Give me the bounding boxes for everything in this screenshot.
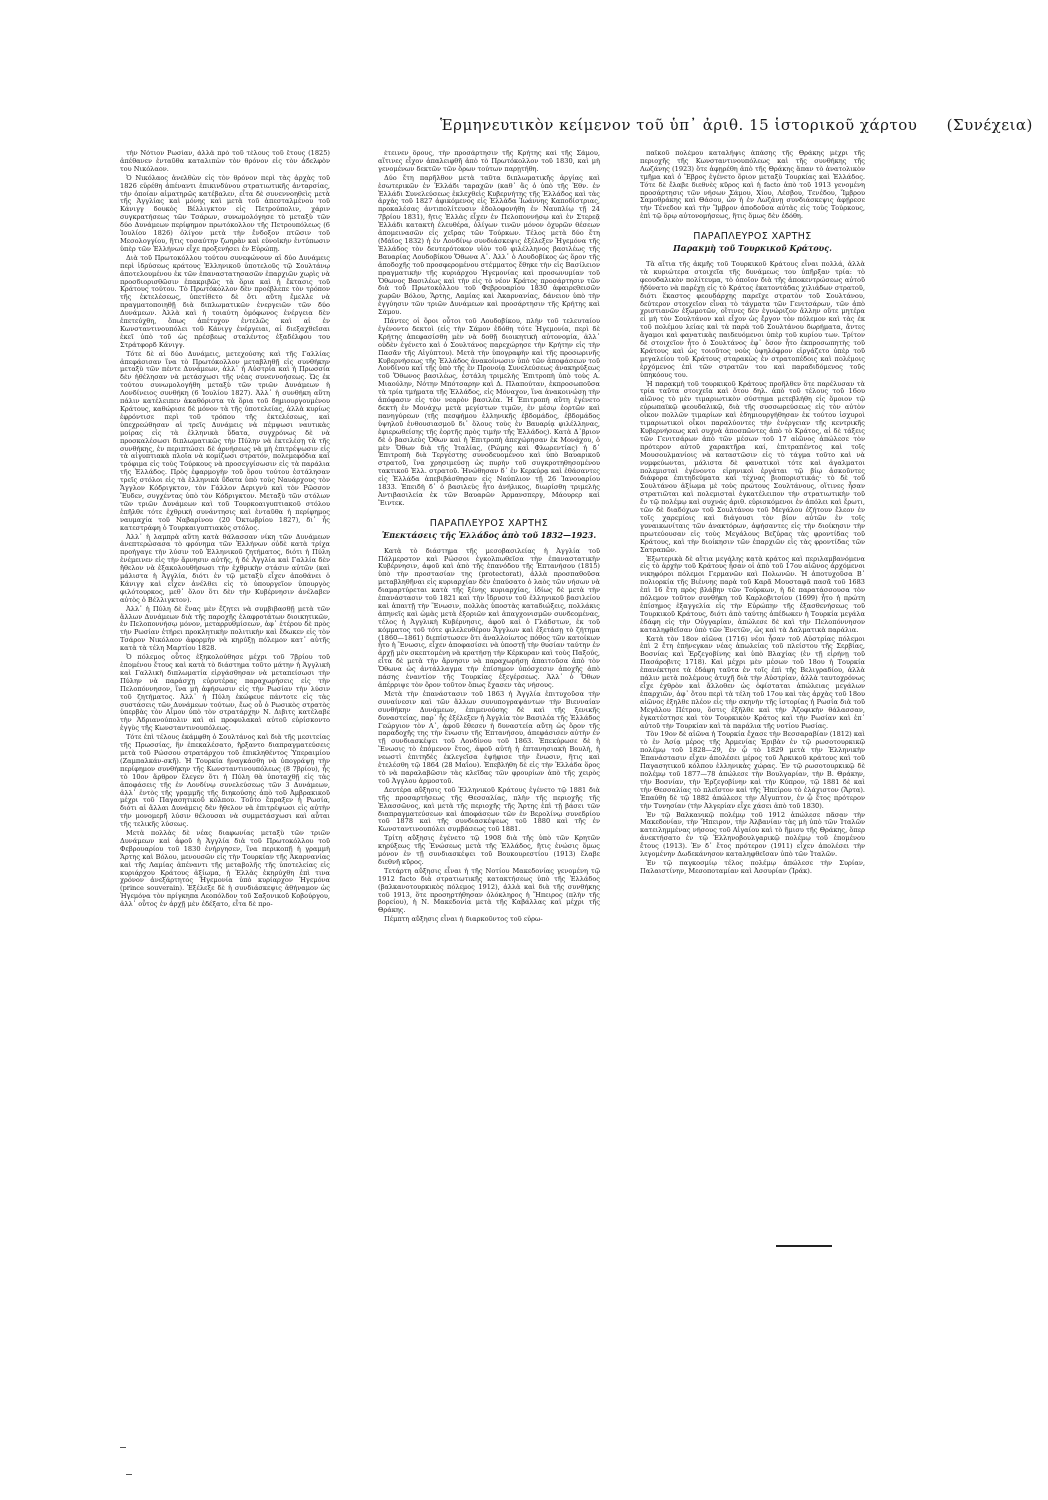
paragraph: Πάντες οἱ ὅροι οὗτοι τοῦ Λουδοβίκου, πλὴν τοῦ τελευταίου ἐγένοντο δεκτοὶ (εἰς τὴν Σάμον ἐδόθη τότε Ἡγεμονία, περὶ δὲ Κρήτης ἀπεφασίσθη μὲν νὰ δοθῇ διοικητικὴ αὐτονομία, ἀλλ᾽ οὐδὲν ἐγένετο καὶ ὁ Σουλτάνος παρεχώρησε τὴν Κρήτην εἰς τὴν Πασᾶν τῆς Αἰγύπτου). Μετὰ τὴν ὑπογραφὴν καὶ τῆς προσωρινῆς Κυβερνήσεως τῆς Ἑλλάδος ἀνακοίνωσιν ὑπὸ τῶν ἀποφάσεων τοῦ Λονδίνου καὶ τῆς ὑπὸ τῆς ἐν Προνοίᾳ Συνελεύσεως ἀνακηρύξεως τοῦ Ὄθωνος βασιλέως, ἐστάλη τριμελὴς Ἐπιτροπὴ ὑπὸ τοὺς Α. Μιαούλην, Νότην Μπότσαρην καὶ Δ. Πλαπούταν, ἐκπροσωποῦσα τὰ τρία τμήματα τῆς Ἑλλάδος, εἰς Μόναχον, ἵνα ἀνακοινώσῃ τὴν ἀπόφασιν εἰς τὸν νεαρὸν βασιλέα. Ἡ Ἐπιτροπὴ αὕτη ἐγένετο δεκτὴ ἐν Μονάχῳ μετὰ μεγίστων τιμῶν, ἐν μέσῳ ἑορτῶν καὶ πανηγύρεων (τῆς πεσφήμου ἑλληνικῆς ἑβδομάδος, ἑβδομάδος ὑψηλοῦ ἐνθουσιασμοῦ δι᾽ ὅλους τοὺς ἐν Βαυαρίᾳ φιλέλληνας, ἐφιερωθείσης τῆς ἑορτῆς πρὸς τιμὴν τῆς Ἑλλάδος). Κατὰ Δ᾽βριον δὲ ὁ βασιλεὺς Ὄθων καὶ ἡ Ἐπιτροπὴ ἀπεχώρησαν ἐκ Μονάχου, ὁ μὲν Ὄθων διὰ τῆς Ἰταλίας, (Ρώμης καὶ Φλωρεντίας) ἡ δ᾽ Ἐπιτροπὴ διὰ Τεργέστης συνοδευομένου καὶ ὑπὸ Βαυαρικοῦ στρατοῦ, ἵνα χρησιμεύσῃ ὡς πυρὴν τοῦ συγκροτηθησομένου τακτικοῦ Ἑλλ. στρατοῦ. Ἡνώθησαν δ᾽ ἐν Κερκύρᾳ καὶ ἐθάσαντες εἰς Ἑλλάδα ἀπεβιβάσθησαν εἰς Ναύπλιον τῇ 26 Ἰανουαρίου 1833. Ἐπειδὴ δ᾽ ὁ βασιλεὺς ἦτο ἀνήλικος, διωρίσθη τριμελὴς Ἀντιβασιλεία ἐκ τῶν Βαυαρῶν Ἀρμανσπεργ, Μάουρερ καὶ Ἔιντεκ. (378, 317, 600, 507)
paragraph: Ὁ πόλεμος οὗτος ἐξηκολούθησε μέχρι τοῦ 7βρίου τοῦ ἐπομένου ἔτους καὶ κατὰ τὸ διάστημα τοῦτο μάτην ἡ Ἀγγλικὴ καὶ Γαλλικὴ διπλωματία εἰργάσθησαν νὰ μεταπείσωσι τὴν Πύλην νὰ παράσχῃ εὐρυτέρας παραχωρήσεις εἰς τὴν Πελοπόννησον, ἵνα μὴ ἀφήσωσιν εἰς τὴν Ρωσίαν τὴν λύσιν τοῦ ζητήματος. Ἀλλ᾽ ἡ Πύλη ἐκώφευε πάντοτε εἰς τὰς συστάσεις τῶν Δυνάμεων τούτων, ἕως οὗ ὁ Ρωσικὸς στρατὸς ὑπερβὰς τὸν Αἶμον ὑπὸ τὸν στρατάρχην Ν. Διβιτς κατέλαβε τὴν Ἀδριανούπολιν καὶ αἱ προφυλακαὶ αὐτοῦ εὑρίσκοντο ἐγγὺς τῆς Κωνσταντινουπόλεως. (120, 653, 330, 733)
text-column-middle (378, 150, 600, 1280)
paragraph: παϊκοῦ πολέμου καταλήψις ἁπάσης τῆς Θράκης μέχρι τῆς περιοχῆς τῆς Κωνσταντινουπόλεως καὶ τῆς συνθήκης τῆς Λωζάνης (1923) ὅτε ἀφῃρέθη ἀπὸ τῆς Θράκης ἅπαν τὸ ἀνατολικὸν τμῆμα καὶ ὁ Ἕβρος ἐγένετο ὅριον μεταξὺ Τουρκίας καὶ Ἑλλάδος. Τότε δὲ ἔλαβε διεθνὲς κῦρος καὶ ἡ facto ἀπὸ τοῦ 1913 γενομένη προσάρτησις τῶν νήσων Σάμου, Χίου, Λέσβου, Τενέδου, Ἴμβρου Σαμοθράκης καὶ Θάσου, ὧν ἡ ἐν Λωζάνῃ συνδιάσκεψις ἀφῄρεσε τὴν Τένεδον καὶ τὴν Ἴμβρον ἀποδοῦσα αὐτὰς εἰς τοὺς Τούρκους, ἐπὶ τῷ ὅρῳ αὐτονομήσεως, ἥτις ὅμως δὲν ἐδόθη. (640, 150, 865, 221)
paragraph: έτεινεν ὅρους, τὴν προσάρτησιν τῆς Κρήτης καὶ τῆς Σάμου, αἵτινες εἶχον ἀπαλειφθῆ ἀπὸ τὸ Πρωτόκολλον τοῦ 1830, καὶ μὴ γενομένων δεκτῶν τῶν ὅρων τούτων παρῃτήθη. (378, 150, 600, 173)
paragraph: Μετὰ τὴν ἐπανάστασιν τοῦ 1863 ἡ Ἀγγλία ἐπιτυχοῦσα τὴν συναίνεσιν καὶ τῶν ἄλλων συνυπογραψάντων τὴν Βιενναίαν συνθήκην Δυνάμεων, ἐπιμενούσης δὲ καὶ τῆς ξενικῆς δυναστείας, παρ᾽ ἧς ἐξέλεξεν ἡ Ἀγγλία τὸν Βασιλέα τῆς Ἑλλάδος Γεώργιον τὸν Α᾽, ἀφοῦ ἔθεσεν ἡ δυναστεία αὕτη ὡς ὅρον τῆς παραδοχῆς της τὴν ἕνωσιν τῆς Ἑπτανήσου, ἀπεφάσισεν αὐτὴν ἐν τῇ συνδιασκέψει τοῦ Λονδίνου τοῦ 1863. Ἐπεκύρωσε δὲ ἡ Ἕνωσις τὸ ἑπόμενον ἔτος, ἀφοῦ αὐτὴ ἡ ἑπτανησιακὴ Βουλὴ, ἡ νεωστὶ ἐπιτηδὲς ἐκλεγεῖσα ἐψήφισε τὴν ἕνωσιν, ἥτις καὶ ἐτελέσθη τῷ 1864 (28 Μαΐου). Ἐπεβλήθη δὲ εἰς τὴν Ἑλλάδα ὅρος τὸ νὰ παραλαβῶσιν τὰς κλεῖδας τῶν φρουρίων ἀπὸ τῆς χειρὸς τοῦ Ἀγγλου ἁρμοστοῦ. (378, 689, 600, 785)
paragraph: Ἐν τῷ Βαλκανικῷ πολέμῳ τοῦ 1912 ἀπώλεσε πᾶσαν τὴν Μακεδονίαν, τὴν Ἤπειρον, τὴν Ἀλβανίαν τὰς μὴ ὑπὸ τῶν Ἰταλῶν κατειλημμένας νήσους τοῦ Αἰγαίου καὶ τὸ ἥμισυ τῆς Θράκης, ὅπερ ἀνεκτήσατο ἐν τῷ Ἑλληνοβουλγαρικῷ πολέμῳ τοῦ ἑπομένου ἔτους (1913). Ἐν δ᾽ ἔτος πρότερον (1911) εἶχεν ἀπολέσει τὴν λεγομένην Δωδεκάνησον καταληφθεῖσαν ὑπὸ τῶν Ἰταλῶν. (640, 810, 865, 859)
page-title: Ἑρμηνευτικὸν κείμενον τοῦ ὑπ᾽ ἀριθ. 15 ἱστορικοῦ χάρτου (440, 116, 918, 134)
page-header (440, 116, 1033, 134)
paragraph: Διὰ τοῦ Πρωτοκόλλου τούτου συνεφώνουν αἱ δύο Δυνάμεις περὶ ἱδρύσεως κράτους Ἑλληνικοῦ ὑποτελοῦς τῷ Σουλτάνῳ ἀποτελουμένου ἐκ τῶν ἐπαναστατησασῶν ἐπαρχιῶν χωρὶς νὰ προσδιορισθῶσιν ἐπακριβῶς τὰ ὅρια καὶ ἡ ἔκτασις τοῦ Κράτους τούτου. Τὸ Πρωτόκολλον δὲν προέβλεπε τὸν τρόπον τῆς ἐκτελέσεως, ὑπετίθετο δὲ ὅτι αὕτη ἔμελλε νὰ πραγματοποιηθῇ διὰ διπλωματικῶν ἐνεργειῶν τῶν δύο Δυνάμεων. Ἀλλὰ καὶ ἡ τοιαύτη ὁμόφωνος ἐνέργεια δὲν ἐπετεύχθη, ὅπως ἀπέτυχον ἐντελῶς καὶ αἱ ἐν Κωνσταντινουπόλει τοῦ Κάνιγγ ἐνέργειαι, αἱ διεξαχθεῖσαι ἐκεῖ ὑπὸ τοῦ ὡς πρέσβεως σταλέντος ἐξαδέλφου του Στράτφορδ Κάνιγγ. (120, 253, 330, 349)
paragraph: Ὁ Νικόλαος ἀνελθὼν εἰς τὸν θρόνον περὶ τὰς ἀρχὰς τοῦ 1826 εὑρέθη ἀπέναντι ἐπικινδύνου στρατιωτικῆς ἀνταρσίας, τὴν ὁποίαν αἱματηρῶς κατέβαλεν, εἶτα δὲ συνεννοηθεὶς μετὰ τῆς Ἀγγλίας καὶ μόνης καὶ μετὰ τοῦ ἀπεσταλμένου τοῦ Κάνιγγ δουκὸς Βέλλιγκτον εἰς Πετρούπολιν, χάριν συγκρατήσεως τῶν Τσάρων, συνωμολόγησε τὸ μεταξὺ τῶν δύο Δυνάμεων περίφημον πρωτόκολλον τῆς Πετρουπόλεως (6 Ἰουλίου 1826) ὀλίγον μετὰ τὴν ἔνδοξον πτῶσιν τοῦ Μεσολογγίου, ἥτις τοσαύτην ζωηρὰν καὶ εὐνοϊκὴν ἐντύπωσιν ὑπὲρ τῶν Ἑλλήνων εἶχε προξενήσει ἐν Εὐρώπῃ. (120, 173, 330, 253)
paragraph: Ἀλλ᾽ ἡ Πύλη δὲ ἕνας μὲν ἔζητει νὰ συμβιβασθῇ μετὰ τῶν ἄλλων Δυνάμεων διὰ τῆς παροχῆς ἐλαφροτάτων διοικητικῶν, ἐν Πελοποννήσῳ μόνον, μεταρρυθμίσεων, ἀφ᾽ ἑτέρου δὲ πρὸς τὴν Ρωσίαν ἐτήρει προκλητικὴν πολιτικὴν καὶ ἔδωκεν εἰς τὸν Τσάρον Νικόλαον ἀφορμὴν νὰ κηρύξῃ πόλεμον κατ᾽ αὐτῆς κατὰ τὰ τέλη Μαρτίου 1828. (120, 604, 330, 653)
paragraph: Ἡ παρακμὴ τοῦ τουρκικοῦ Κράτους προῆλθεν ὅτε παρέλυσαν τὰ τρία ταῦτα στοιχεῖα καὶ ὅτου δηλ. ἀπὸ τοῦ τέλους τοῦ 16ου αἰῶνος τὸ μὲν τιμαριωτικὸν σύστημα μετεβλήθη εἰς ὅμοιον τῷ εὐρωπαϊκῷ φεουδαλικῷ, διὰ τῆς συσσωρεύσεως εἰς τὸν αὐτὸν οἶκον πολλῶν τιμαρίων καὶ ἐδημιουργήθησαν ἐκ τούτου ἰσχυροὶ τιμαριωτικοὶ οἶκοι παραλύοντες τὴν ἐνέργειαν τῆς κεντρικῆς Κυβερνήσεως καὶ συχνὰ ἀποσπῶντες ἀπὸ τὸ Κράτος, αἱ δὲ τάξεις τῶν Γενιτσάρων ἀπὸ τῶν μέσων τοῦ 17 αἰῶνος ἀπώλεσε τὸν πρότερον αὐτοῦ χαρακτῆρα καί, ἐπιτραπέντος καὶ τοῖς Μουσουλμανίοις νὰ καταστῶσιν εἰς τὸ τάγμα τοῦτο καὶ νὰ νυμφεύωνται, μάλιστα δὲ φανατικοὶ τότε καὶ ἀγαλματοι πολεμισταὶ ἐγένοντο εἰρηνικοὶ ἐργάται τῷ βίῳ ἀσκοῦντες διάφορα ἐπιτηδεύματα καὶ τέχνας βιοποριστικάς· τὸ δὲ τοῦ Σουλτάνου ἀξίωμα μὲ τοὺς πρώτους Σουλτάνους, οἵτινες ἦσαν στρατιῶται καὶ πολεμισταὶ ἐγκατέλειπον τὴν στρατιωτικὴν τοῦ ἔν τῷ πολέμῳ καὶ συχνάς ἀριθ. εὐρισκόμενοι ἐν ἀπόλει καὶ ἔρωτι, τῶν δὲ διαδόχων τοῦ Σουλτάνου τοῦ Μεγάλου ἐζήτουν ἔλεον ἐν τοῖς χαρεμίοις καὶ διάγουσι τὸν βίον αὐτῶν ἐν τοῖς γυναικωνίταις τῶν ἀνακτόρων, ἀφήσαντες εἰς τὴν διοίκησιν τὴν πρωτεύουσαν εἰς τοὺς Μεγάλους Βεζύρας τὰς φροντίδας τοῦ Κράτους, καὶ τὴν διοίκησιν τῶν ἐπαρχιῶν εἰς τὰς φροντίδας τῶν Σατραπῶν. (640, 379, 865, 554)
paragraph: Τετάρτη αὔξησις εἶναι ἡ τῆς Νοτίου Μακεδονίας γενομένη τῷ 1912 facto διὰ στρατιωτικῆς κατακτήσεως ὑπὸ τῆς Ἑλλάδος (βαλκανοτουρκικὸς πόλεμος 1912), ἀλλὰ καὶ διὰ τῆς συνθήκης τοῦ 1913, ὅτε προσηρτήθησαν ὁλόκληρος ἡ Ἤπειρος (πλὴν τῆς βορείου), ἡ Ν. Μακεδονία μετὰ τῆς Καβάλλας καὶ μέχρι τῆς Θράκης. (378, 866, 600, 915)
paragraph: Τὸν 19ον δὲ αἰῶνα ἡ Τουρκία ἔχασε τὴν Βεσσαραβίαν (1812) καὶ τὸ ἐν Ἀσίᾳ μέρος τῆς Ἀρμενίας Ἐριβὰν ἐν τῷ ρωσοτουρκικῷ πολέμῳ τοῦ 1828—29, ἐν ᾧ τὸ 1829 μετὰ τὴν Ἑλληνικὴν Ἐπανάστασιν εἶχεν ἀπολέσει μέρος τοῦ Ἀρκικοῦ κράτους καὶ τοῦ Παγασητικοῦ κόλπου ἑλληνικὰς χώρας. Ἐν τῷ ρωσοτουρκικῷ δὲ πολέμῳ τοῦ 1877—78 ἀπώλεσε τὴν Βουλγαρίαν, τὴν Β. Θράκην, τὴν Βοσνίαν, τὴν Ἐρζεγοβίνην καὶ τὴν Κύπρον, τῷ 1881 δὲ καὶ τὴν Θεσσαλίας τὸ πλεῖστον καὶ τῆς Ἠπείρου τὸ ἐλάχιστον (Ἄρτα). Ἐπαύθη δὲ τῷ 1882 ἀπώλεσε τὴν Αἴγυπτον, ἐν ᾧ ἔτος πρότερον τὴν Τυνησίαν (τὴν Ἀλγερίαν εἶχε χάσει ἀπὸ τοῦ 1830). (640, 730, 865, 810)
continuation-label: (Συνέχεια) (946, 116, 1033, 134)
text-column-left (120, 150, 330, 1410)
section-title-greek-expansion: ΠΑΡΑΠΛΕΥΡΟΣ ΧΑΡΤΗΣ (429, 517, 549, 529)
paragraph: Τότε ἐπὶ τέλους ἐκάμφθη ὁ Σουλτάνος καὶ διὰ τῆς μεσιτείας τῆς Πρωσσίας, ἣν ἐπεκαλέσατο, ἤρξαντο διαπραγματεύσεις μετὰ τοῦ Ρώσσου στρατάρχου τοῦ ἐπικληθέντος Ὑπεραιμίου (Ζαμπαλκάν-σκῆ). Ἡ Τουρκία ἠναγκάσθη νὰ ὑπογράψῃ τὴν περίφημον συνθήκην τῆς Κωνσταντινουπόλεως (8 7βρίου), ἧς τὸ 10ον ἄρθρον ἔλεγεν ὅτι ἡ Πύλη θὰ ὑποταχθῇ εἰς τὰς ἀποφάσεις τῆς ἐν Λονδίνῳ συνελεύσεως τῶν 3 Δυνάμεων, ἀλλ᾽ ἐντὸς τῆς γραμμῆς τῆς διηκούσης ἀπὸ τοῦ Ἀμβρακικοῦ μέχρι τοῦ Παγασητικοῦ κόλπου. Τοῦτο ἔπραξεν ἡ Ρωσία, διότι αἱ ἄλλαι Δυνάμεις δὲν ἤθελον νὰ ἐπιτρέψωσι εἰς αὐτὴν τὴν μονομερῆ λύσιν θέλουσαι νὰ συμμετάσχωσι καὶ αὗται τῆς τελικῆς λύσεως. (120, 733, 330, 829)
paragraph: Τὰ αἴτια τῆς ἀκμῆς τοῦ Τουρκικοῦ Κράτους εἶναι πολλά, ἀλλὰ τὰ κυριώτερα στοιχεῖα τῆς δυνάμεως του ὑπῆρξαν τρία: τὸ φεουδαλικὸν πολίτευμα, τὸ ὁποῖον διὰ τῆς ἀποκεντρώσεως αὐτοῦ ἠδύνατο νὰ παρέχῃ εἰς τὸ Κράτος ἑκατοντάδας χιλιάδων στρατοῦ, διότι ἕκαστος φεουδάρχης παρεῖχε στρατὸν τοῦ Σουλτάνου, δεύτερον στοιχεῖον εἶναι τὸ τάγματα τῶν Γενιτσάρων, τῶν ἀπὸ χριστιανῶν ἐξωμοτῶν, οἵτινες δὲν ἐγνώριζον ἄλλην οὔτε μητέρα εἰ μὴ τὸν Σουλτάνον καὶ εἶχον ὡς ἔργον τὸν πόλεμον καὶ τὰς ἐκ τοῦ πολέμου λείας καὶ τὰ παρὰ τοῦ Σουλτάνου δωρήματα, ἄντες ἄγαμοι καὶ φανατικὰς παιδευόμενοι ὑπὲρ τοῦ κυρίου των. Τρίτον δὲ στοιχεῖον ἦτο ὁ Σουλτάνος ἐφ᾽ ὅσον ἦτο ἐκπροσωπητὴς τοῦ Κράτους καὶ ὡς τοιοῦτος νοὺς ὑψηλόφρον εἰργάζετο ὑπὲρ τοῦ μεγαλείου τοῦ Κράτους σταρακὼς ἐν στρατοπέδοις καὶ πολέμοις ἐρχόμενος ἐπὶ τῶν στρατῶν του καὶ παραδιδόμενος τοῦς ὑπηκόους του. (640, 259, 865, 379)
paragraph: Ἐν τῷ παγκοσμίῳ τέλος πολέμῳ ἀπώλεσε τὴν Συρίαν, Παλαιστίνην, Μεσοποταμίαν καὶ Ἀσσυρίαν (Ἰράκ). (640, 858, 865, 875)
paragraph: Τότε δὲ αἱ δύο Δυνάμεις, μετεχούσης καὶ τῆς Γαλλίας ἀπεφάσισαν ἵνα τὸ Πρωτόκολλον μεταβληθῇ εἰς συνθήκην μεταξὺ τῶν πέντε Δυνάμεων, ἀλλ᾽ ἡ Αὐστρία καὶ ἡ Πρωσσία δὲν ἠθέλησαν νὰ μετάσχωσι τῆς νέας συνεννοήσεως. Ὡς ἐκ τούτου συνωμολογήθη μεταξὺ τῶν τριῶν Δυνάμεων ἡ Λονδίνειος συνθήκη (6 Ἰουλίου 1827). Ἀλλ᾽ ἡ συνθήκη αὕτη πάλιν κατέλειπεν ἀκαθόριστα τὰ ὅρια τοῦ δημιουργουμένου Κράτους, καθώρισε δὲ μόνον τὰ τῆς ὑποτελείας, ἀλλὰ κυρίως ἐφρόντισε περὶ τοῦ τρόπου τῆς ἐκτελέσεως, καὶ ὑπεχρεώθησαν αἱ τρεῖς Δυνάμεις νὰ πέμψωσι ναυτικὰς μοίρας εἰς τὰ ἑλληνικὰ ὕδατα, συγχρόνως δὲ νὰ προσκαλέσωσι διπλωματικῶς τὴν Πύλην νὰ ἐκτελέσῃ τὰ τῆς συνθήκης, ἐν περιπτώσει δὲ ἀρνήσεως νὰ μὴ ἐπιτρέψωσιν εἰς τὰ αἰγυπτιακὰ πλοῖα νὰ κομίζωσι στρατόν, πολεμεφόδια καὶ τρόφιμα εἰς τοὺς Τούρκους νὰ προσεγγίσωσιν εἰς τὰ παράλια τῆς Ἑλλάδος. Πρὸς ἐφαρμογὴν τοῦ ὅρου τούτου ἐστάλησαν τρεῖς στόλοι εἰς τὰ ἑλληνικὰ ὕδατα ὑπὸ τοὺς Ναυάρχους τὸν Ἄγγλον Κόδριγκτον, τὸν Γάλλον Δεριγνὺ καὶ τὸν Ρῶσσον Ἔυδεν, συγχέντας ὑπὸ τὸν Κόδριγκτον. Μεταξὺ τῶν στόλων τῶν τριῶν Δυνάμεων καὶ τοῦ Τουρκοαιγυπτιακοῦ στόλου ἐπῆλθε τότε ἐχθρικὴ συνάντησις καὶ ἐνταῦθα ἡ περίφημος ναυμαχία τοῦ Ναβαρίνου (20 Ὀκτωβρίου 1827), δι᾽ ἧς κατεστράφη ὁ Τουρκαιγυπτιακὸς στόλος. (120, 349, 330, 532)
section-subtitle-turkish-decline: Παρακμὴ τοῦ Τουρκικοῦ Κράτους. (673, 243, 832, 254)
paragraph: Μετὰ πολλὰς δὲ νέας διαφωνίας μεταξὺ τῶν τριῶν Δυνάμεων καὶ ἀφοῦ ἡ Ἀγγλία διὰ τοῦ Πρωτοκόλλου τοῦ Φεβρουαρίου τοῦ 1830 ἐνήργησεν, ἵνα περικοπῇ ἡ γραμμὴ Ἄρτης καὶ Βόλου, μενουσῶν εἰς τὴν Τουρκίαν τῆς Ἀκαρνανίας καὶ τῆς Λαμίας ἀπέναντι τῆς μεταβολῆς τῆς ὑποτελείας εἰς κυριάρχου Κράτους ἀξίωμα, ἡ Ἑλλὰς ἐκηρύχθη ἐπὶ τινα χρόνον ἀνεξάρτητος Ἡγεμονία ὑπὸ κυρίαρχον Ἡγεμόνα (prince souverain). Ἐξέλεξε δὲ ἡ συνδιάσκεψις ἀθήναμον ὡς Ἡγεμόνα τὸν πρίγκηπα Λεοπόλδον τοῦ Σαξονικοῦ Κοβούργου, ἀλλ᾽ οὗτος ἐν ἀρχῇ μὲν ἐδέξατο, εἶτα δὲ προ- (120, 829, 330, 909)
paragraph: Κατὰ τὸ διάστημα τῆς μεσοβασιλείας ἡ Ἀγγλία τοῦ Πάλμερστον καὶ Ρώσσοι ἐγκολπωθεῖσα τὴν ἐπαναστατικὴν Κυβέρνησιν, ἀφοῦ καὶ ἀπὸ τῆς ἐπανόδου τῆς Ἑπτανήσου (1815) ὑπὸ τὴν προστασίαν της (protectorat), ἀλλὰ προσπαθοῦσα μεταβληθῆναι εἰς κυριαρχίαν δὲν ἐπαύσατο ὁ λαὸς τῶν νήσων νὰ διαμαρτύρεται κατὰ τῆς ξένης κυριαρχίας, ἰδίως δὲ μετὰ τὴν ἐπανάστασιν τοῦ 1821 καὶ τὴν ἵδρυσιν τοῦ ἑλληνικοῦ βασιλείου καὶ ἀπαιτῇ τὴν Ἕνωσιν, πολλὰς ὑποστὰς καταδιώξεις, πολλάκις ἀπηνεῖς καὶ ὡμὰς μετὰ ἐξοριῶν καὶ ἀπαγχονισμῶν συνδεομένας, τέλος ἡ Ἀγγλικὴ Κυβέρνησις, ἀφοῦ καὶ ὁ Γλάδστων, ἐκ τοῦ κόμματος τοῦ τότε φιλελευθέρου Ἄγγλων καὶ ἐξετάσῃ τὸ ζήτημα (1860—1861) διεπίστωσεν ὅτι ἀναλλοίωτος πόθος τῶν κατοίκων ἦτο ἡ Ἕνωσις, εἶχεν ἀποφασίσει νὰ ὑποστῇ τὴν θυσίαν ταύτην ἐν ἀρχῇ μὲν σκεπτομένη νὰ κρατήσῃ τὴν Κέρκυραν καὶ τοὺς Παξούς, εἶτα δὲ μετὰ τὴν ἄρνησιν νὰ παραχωρήσῃ ἀπαιτοῦσα ἀπὸ τὸν Ὄθωνα ὡς ἀντάλλαγμα τὴν ἐπίσημον ὑπόσχεσιν ἀποχῆς ἀπὸ πάσης ἐναντίον τῆς Τουρκίας ἐξεγέρσεως. Ἀλλ᾽ ὁ Ὄθων ἀπέρριψε τὸν ὅρον τοῦτον ὅπως ἔχασεν τὰς νήσους. (378, 546, 600, 689)
paragraph: Δευτέρα αὔξησις τοῦ Ἑλληνικοῦ Κράτους ἐγένετο τῷ 1881 διὰ τῆς προσαρτήσεως τῆς Θεσσαλίας, πλὴν τῆς περιοχῆς τῆς Ἐλασσῶνος, καὶ μετὰ τῆς περιοχῆς τῆς Ἄρτης ἐπὶ τῇ βάσει τῶν διαπραγματεύσεων καὶ ἀποφάσεων τῶν ἐν Βερολίνῳ συνεδρίου τοῦ 1878 καὶ τῆς συνδιασκέψεως τοῦ 1880 καὶ τῆς ἐν Κωνσταντινουπόλει συμβάσεως τοῦ 1881. (378, 785, 600, 834)
paragraph: Πέμπτη αὔξησις εἶναι ἡ διαρκοῦντος τοῦ εὐρω- (384, 915, 543, 924)
section-title-turkish-decline: ΠΑΡΑΠΛΕΥΡΟΣ ΧΑΡΤΗΣ (693, 231, 812, 243)
paragraph: Κατὰ τὸν 18ον αἰῶνα (1716) νέοι ἦσαν τοῦ Αὐστρίας πόλεμοι ἐπὶ 2 ἔτη ἐπήνεγκαν νέας ἀπωλείας τοῦ πλείστου τῆς Σερβίας, Βοσνίας καὶ Ἐρζεγοβίνης καὶ ὑπὸ Βλαχίας (ἐν τῇ εἰρήνῃ τοῦ Πασάροβιτς 1718). Καὶ μέχρι μὲν μέσων τοῦ 18ου ἡ Τουρκία ἐπανέκτησε τὰ ἐδάφη ταῦτα ἐν τοῖς ἐπὶ τῆς Βελιγραδίου, ἀλλὰ πάλιν μετὰ πολέμους ἀτυχῆ διὰ τὴν Αὐστρίαν, ἀλλὰ ταυτοχρόνως εἶχε ἐχθρὸν καὶ ἄλλοθεν ὡς ὀφίσταται ἀπώλειας μεγάλων ἐπαρχιῶν, ἀφ᾽ ὅτου περὶ τὰ τέλη τοῦ 17ου καὶ τὰς ἀρχὰς τοῦ 18ου αἰῶνος ἐξηλθε πλέον εἰς τὴν σκηνὴν τῆς ἱστορίας ἡ Ρωσία διὰ τοῦ Μεγάλου Πέτρου, ὅστις ἐξῆλθε καὶ τὴν Ἀζοφικὴν θάλασσαν, ἐγκατέστησε καὶ τὸν Τουρκικὸν Κράτος καὶ τὴν Ρωσίαν καὶ ἐπ᾽ αὐτοῦ τὴν Τουρκίαν καὶ τὰ παράλια τῆς νοτίου Ρωσίας. (640, 634, 865, 730)
margin-mark (126, 1474, 132, 1475)
paragraph: Ἀλλ᾽ ἡ λαμπρὰ αὕτη κατὰ θάλασσαν νίκη τῶν Δυνάμεων ἀνεπτερώσασα τὸ φρόνημα τῶν Ἑλλήνων οὐδὲ κατὰ τρίχα προήγαγε τὴν λύσιν τοῦ Ἑλληνικοῦ ζητήματος, διότι ἡ Πύλη ἐνέμεινεν εἰς τὴν ἄρνησιν αὐτῆς, ἡ δὲ Ἀγγλία καὶ Γαλλία δὲν ἤθελον νὰ ἐξακολουθήσωσι τὴν ἐχθρικὴν στάσιν αὐτῶν (καὶ μάλιστα ἡ Ἀγγλία, διότι ἐν τῷ μεταξὺ εἶχεν ἀποθάνει ὁ Κάνιγγ καὶ εἶχεν ἀνέλθει εἰς τὸ ὑπουργεῖον ὑπουργὸς φιλότουρκος, μεθ᾽ ὅλον ὅτι δὲν τὴν Κυβέρνησιν ἀνέλαβεν αὐτὸς ὁ Βέλλιγκτον). (120, 532, 330, 604)
margin-mark (120, 1447, 126, 1448)
paragraph: Τρίτη αὔξησις ἐγένετο τῷ 1908 διὰ τῆς ὑπὸ τῶν Κρητῶν κηρύξεως τῆς Ἑνώσεως μετὰ τῆς Ἑλλάδος, ἥτις ἐνώσις ὅμως μόνον ἐν τῇ συνδιασκέψει τοῦ Βουκουρεστίου (1913) ἔλαβε διεθνῆ κῦρος. (378, 834, 600, 866)
section-subtitle-greek-expansion: Ἐπεκτάσεις τῆς Ἑλλάδος ἀπὸ τοῦ 1832—1923. (381, 529, 597, 540)
end-rule-divider (776, 1245, 832, 1247)
paragraph: Ἐξωτερικὰ δὲ αἴτια μεγάλης κατὰ κράτος καὶ περιλαμβανόμενα εἰς τὸ ἀρχὴν τοῦ Κράτους ἦσαν οἱ ἀπὸ τοῦ 17ου αἰῶνος ἀρχόμενοι νικηφόροι πόλεμοι Γερμανῶν καὶ Πολωνῶν. Ἡ ἀποτυχοῦσα Β᾽ πολιορκία τῆς Βιέννης παρὰ τοῦ Καρᾶ Μουσταφᾶ πασᾶ τοῦ 1683 ἐπὶ 16 ἔτη πρὸς βλάβην τῶν Τούρκων, ἡ δὲ παρατάσσουσα τὸν πόλεμον τοῦτον συνθήκη τοῦ Καρλοβιτσίου (1699) ἦτο ἡ πρώτη ἐπίσημος ἐξαγγελία εἰς τὴν Εὐρώπην τῆς ἐξασθενήσεως τοῦ Τουρκικοῦ Κράτους, διότι ἀπὸ ταύτης ἀπέδωκεν ἡ Τουρκία μεγάλα ἐδάφη εἰς τὴν Οὐγγαρίαν, ἀπώλεσε δὲ καὶ τὴν Πελοπόννησον καταληφθεῖσαν ὑπὸ τῶν Ἐνετῶν, ὡς καὶ τὰ Δαλματικὰ παράλια. (640, 554, 865, 634)
paragraph: τὴν Νότιον Ρωσίαν, ἀλλὰ πρὸ τοῦ τέλους τοῦ ἔτους (1825) ἀπέθανεν ἐνταῦθα καταλιπὼν τὸν θρόνον εἰς τὸν ἀδελφὸν του Νικόλαον. (120, 150, 330, 173)
paragraph: Δύο ἔτη παρῆλθον μετὰ ταῦτα διπλωματικῆς ἀργίας καὶ ἐσωτερικῶν ἐν Ἑλλάδι ταραχῶν (καθ᾽ ἃς ὁ ὑπὸ τῆς Ἐθν. ἐν Ἑλλάδι Συνελεύσεως ἐκλεχθεὶς Κυβερνήτης τῆς Ἑλλάδος καὶ τὰς ἀρχὰς τοῦ 1827 ἀφικόμενος εἰς Ἑλλάδα Ἰωάννης Καποδίστριας, προκαλέσας ἀντιπολίτευσιν ἐδολοφονήθη ἐν Ναυπλίῳ τῇ 24 7βρίου 1831), ἥτις Ἑλλὰς εἶχεν ἐν Πελοποννήσῳ καὶ ἐν Στερεᾷ Ἑλλάδι κατακτὴ ἐλευθέρα, ὀλίγων τινῶν μόνον ὀχυρῶν θέσεων ἀπομεινασῶν εἰς χεῖρας τῶν Τούρκων. Τέλος μετὰ δύο ἔτη (Μάϊος 1832) ἡ ἐν Λονδίνῳ συνδιάσκεψις ἐξέλεξεν Ἡγεμόνα τῆς Ἑλλάδος τὸν δευτερότοκον υἱὸν τοῦ φιλέλληνος βασιλέως τῆς Βαυαρίας Λουδοβίκου Ὄθωνα Α᾽. Ἀλλ᾽ ὁ Λουδοβίκος ὡς ὅρον τῆς ἀποδοχῆς τοῦ προσφερομένου στέμματος ἔθηκε τὴν εἰς Βασίλειον πραγματικὴν τῆς κυριάρχου Ἡγεμονίας καὶ προσωνυμίαν τοῦ Ὄθωνος Βασιλέως καὶ τὴν εἰς τὸ νέον Κράτος προσάρτησιν τῶν διὰ τοῦ Πρωτοκόλλου τοῦ Φεβρουαρίου 1830 ἀφαιρεθεισῶν χωρῶν Βόλου, Ἄρτης, Λαμίας καὶ Ἀκαρνανίας, δάνειον ὑπὸ τὴν ἐγγύησιν τῶν τριῶν Δυνάμεων καὶ προσάρτησιν τῆς Κρήτης καὶ Σάμου. (378, 173, 600, 317)
text-column-right (640, 150, 865, 1280)
